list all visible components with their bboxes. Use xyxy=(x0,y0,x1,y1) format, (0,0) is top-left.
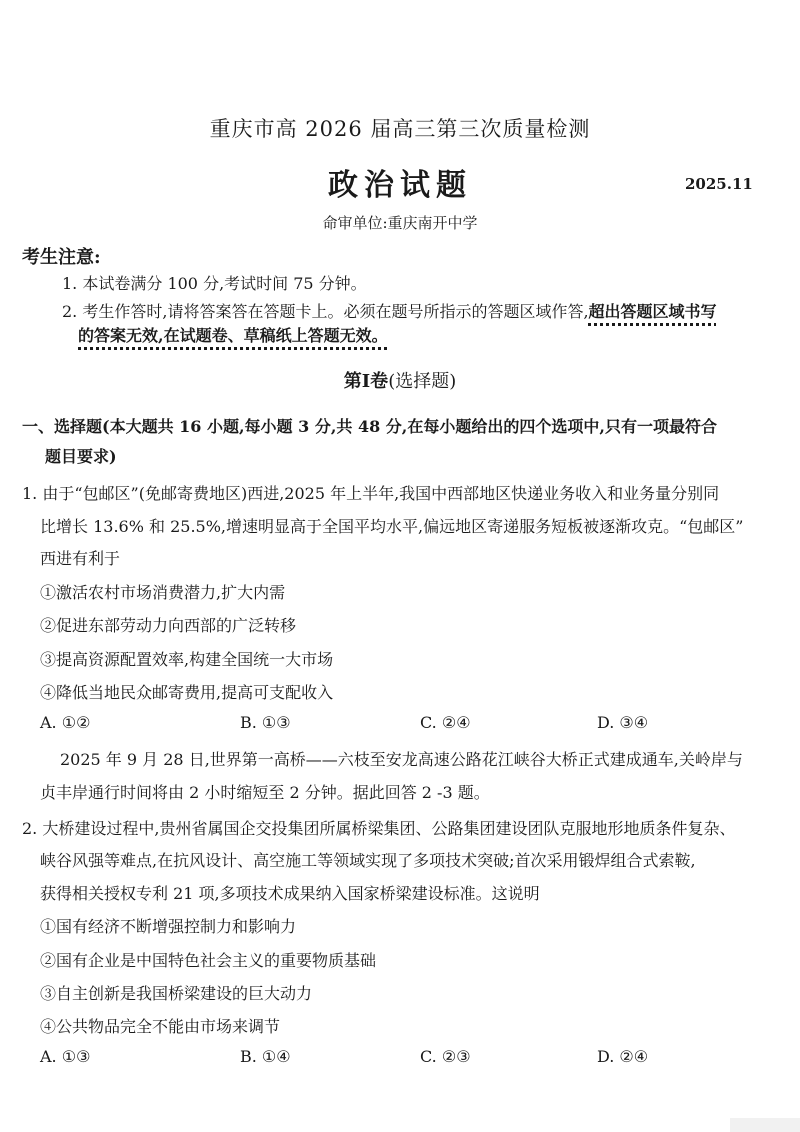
q1-option-a: A. ①② xyxy=(40,713,91,732)
part-one-instructions: 一、选择题(本大题共 16 小题,每小题 3 分,共 48 分,在每小题给出的四个选项中,只有一项最符合 xyxy=(22,417,717,436)
scan-artifact xyxy=(730,1118,800,1132)
notice-item-2-text: 2. 考生作答时,请将答案答在答题卡上。必须在题号所指示的答题区域作答, xyxy=(62,302,589,321)
q1-stem-line-3: 西进有利于 xyxy=(40,549,121,568)
setter-unit: 命审单位:重庆南开中学 xyxy=(322,214,478,232)
notice-item-1: 1. 本试卷满分 100 分,考试时间 75 分钟。 xyxy=(62,274,367,293)
exam-date: 2025.11 xyxy=(685,175,753,193)
q2-statement-1: ①国有经济不断增强控制力和影响力 xyxy=(40,917,297,936)
q1-option-c: C. ②④ xyxy=(420,713,471,732)
q1-statement-1: ①激活农村市场消费潜力,扩大内需 xyxy=(40,583,286,602)
q2-option-c: C. ②③ xyxy=(420,1047,471,1066)
q1-stem-line-2: 比增长 13.6% 和 25.5%,增速明显高于全国平均水平,偏远地区寄递服务短板被逐渐攻克。“包邮区” xyxy=(40,517,744,536)
notice-item-2-cont xyxy=(78,323,388,346)
q2-statement-4: ④公共物品完全不能由市场来调节 xyxy=(40,1017,281,1036)
q2-stem-line-2: 峡谷风强等难点,在抗风设计、高空施工等领域实现了多项技术突破;首次采用锻焊组合式索鞍, xyxy=(40,851,696,870)
q2-option-b: B. ①④ xyxy=(240,1047,291,1066)
q1-statement-4: ④降低当地民众邮寄费用,提高可支配收入 xyxy=(40,683,334,702)
notice-item-2 xyxy=(62,299,717,322)
section-name: 第Ⅰ卷 xyxy=(343,371,389,392)
q1-stem-line-1: 1. 由于“包邮区”(免邮寄费地区)西进,2025 年上半年,我国中西部地区快递业务收入和业务量分别同 xyxy=(22,484,720,503)
q1-statement-2: ②促进东部劳动力向西部的广泛转移 xyxy=(40,616,297,635)
q2-option-d: D. ②④ xyxy=(597,1047,649,1066)
q2-stem-line-1: 2. 大桥建设过程中,贵州省属国企交投集团所属桥梁集团、公路集团建设团队克服地形地质条件复杂、 xyxy=(22,819,736,838)
notice-emphasis-b: 的答案无效,在试题卷、草稿纸上答题无效。 xyxy=(78,326,388,345)
section-title xyxy=(0,367,800,393)
q2-statement-3: ③自主创新是我国桥梁建设的巨大动力 xyxy=(40,984,313,1003)
section-subtitle: (选择题) xyxy=(388,371,457,392)
q2-stem-line-3: 获得相关授权专利 21 项,多项技术成果纳入国家桥梁建设标准。这说明 xyxy=(40,884,540,903)
q1-option-d: D. ③④ xyxy=(597,713,649,732)
q1-option-b: B. ①③ xyxy=(240,713,291,732)
q1-statement-3: ③提高资源配置效率,构建全国统一大市场 xyxy=(40,650,334,669)
subject-title: 政治试题 xyxy=(328,168,472,203)
q2-statement-2: ②国有企业是中国特色社会主义的重要物质基础 xyxy=(40,951,377,970)
material-line-2: 贞丰岸通行时间将由 2 小时缩短至 2 分钟。据此回答 2 -3 题。 xyxy=(40,783,490,802)
material-line-1: 2025 年 9 月 28 日,世界第一高桥——六枝至安龙高速公路花江峡谷大桥正式建成通车,关岭岸与 xyxy=(60,750,743,769)
notice-heading: 考生注意: xyxy=(22,247,101,268)
notice-emphasis-a: 超出答题区域书写 xyxy=(588,302,717,321)
part-one-instructions-cont: 题目要求) xyxy=(45,447,117,466)
q2-option-a: A. ①③ xyxy=(40,1047,91,1066)
exam-title: 重庆市高 2026 届高三第三次质量检测 xyxy=(209,117,591,141)
